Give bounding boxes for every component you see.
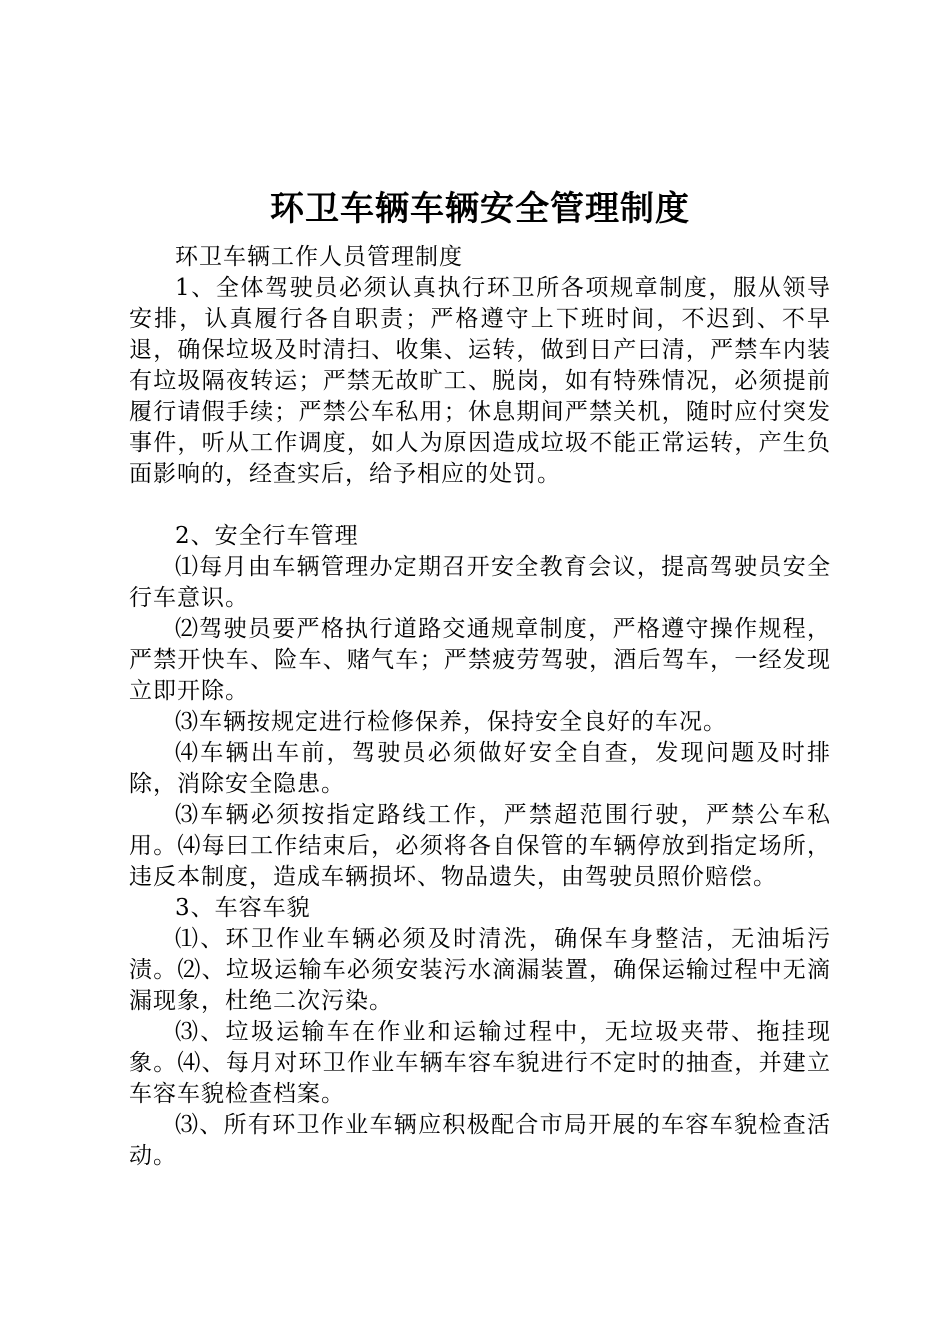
paragraph-item: ⑷车辆出车前，驾驶员必须做好安全自查，发现问题及时排除，消除安全隐患。 (129, 740, 831, 797)
paragraph-item: ⑶车辆必须按指定路线工作，严禁超范围行驶，严禁公车私用。⑷每曰工作结束后，必须将各自保管的车辆停放到指定场所，违反本制度，造成车辆损坏、物品遗失，由驾驶员照价赔偿。 (129, 802, 831, 890)
paragraph-item: ⑴、环卫作业车辆必须及时清洗，确保车身整洁，无油垢污渍。⑵、垃圾运输车必须安装污水滴漏装置，确保运输过程中无滴漏现象，杜绝二次污染。 (129, 926, 831, 1014)
document-title: 环卫车辆车辆安全管理制度 (270, 189, 690, 229)
paragraph-item: ⑶车辆按规定进行检修保养，保持安全良好的车况。 (175, 709, 727, 735)
paragraph-rule-1: 1、全体驾驶员必须认真执行环卫所各项规章制度，服从领导安排，认真履行各自职责；严格遵守上下班时间，不迟到、不早退，确保垃圾及时清扫、收集、运转，做到日产曰清，严禁车内装有垃圾隔夜转运；严禁无故旷工、脱岗，如有特殊情况，必须提前履行请假手续；严禁公车私用；休息期间严禁关机，随时应付突发事件，听从工作调度，如人为原因造成垃圾不能正常运转，产生负面影响的，经查实后，给予相应的处罚。 (129, 275, 831, 487)
document-page (129, 186, 831, 1172)
section-heading-safe-driving: 2、安全行车管理 (175, 523, 359, 549)
paragraph-item: ⑶、所有环卫作业车辆应积极配合市局开展的车容车貌检查活动。 (129, 1112, 831, 1169)
subtitle-paragraph: 环卫车辆工作人员管理制度 (175, 244, 463, 270)
paragraph-item: ⑶、垃圾运输车在作业和运输过程中，无垃圾夹带、拖挂现象。⑷、每月对环卫作业车辆车容车貌进行不定时的抽查，并建立车容车貌检查档案。 (129, 1019, 831, 1107)
paragraph-item: ⑴每月由车辆管理办定期召开安全教育会议，提高驾驶员安全行车意识。 (129, 554, 831, 611)
paragraph-item: ⑵驾驶员要严格执行道路交通规章制度，严格遵守操作规程，严禁开快车、险车、赌气车；严禁疲劳驾驶，酒后驾车，一经发现立即开除。 (129, 616, 831, 704)
section-heading-vehicle-appearance: 3、车容车貌 (175, 895, 311, 921)
